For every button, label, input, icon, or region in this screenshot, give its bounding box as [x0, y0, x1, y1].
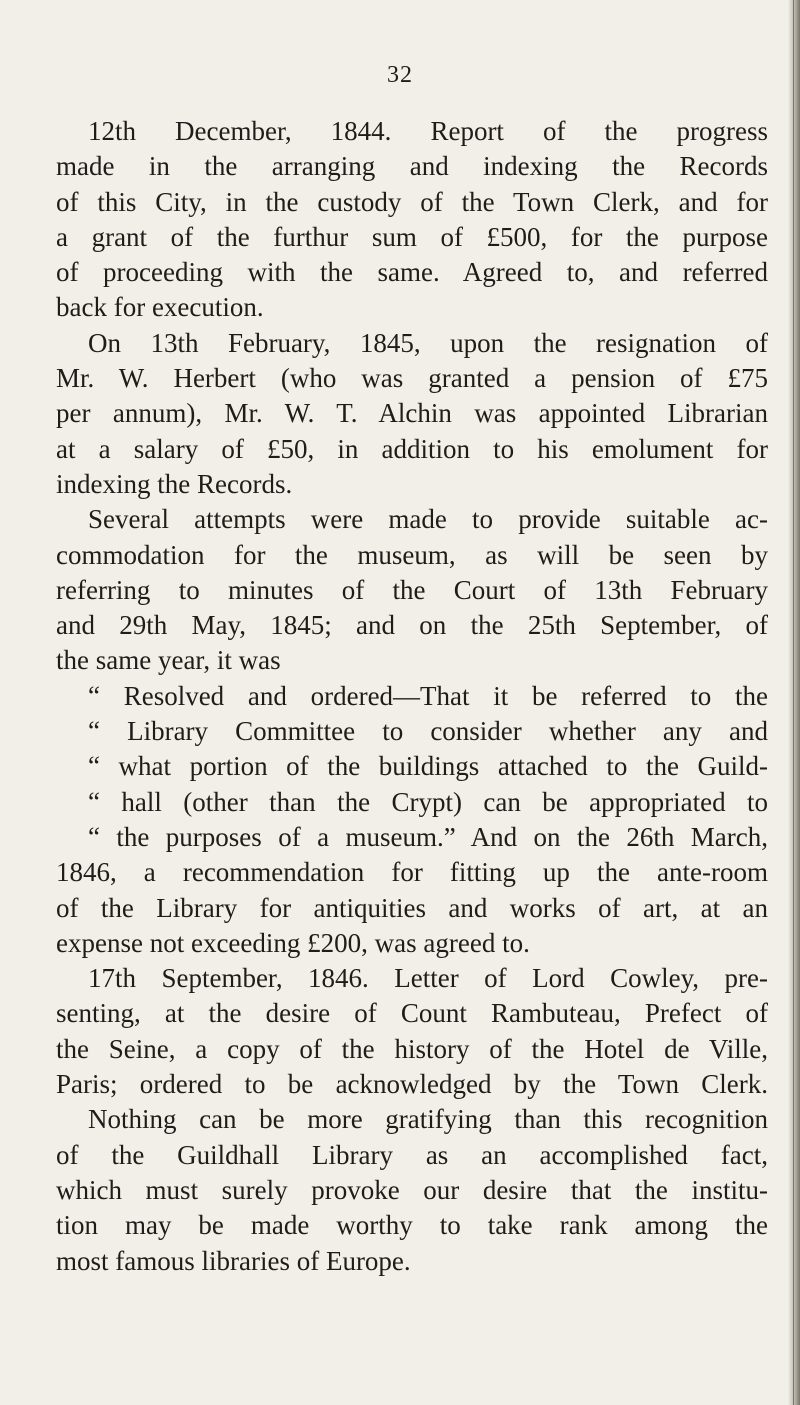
text-line: “ the purposes of a museum.” And on the 26th March, [88, 821, 768, 852]
text-line: of the Library for antiquities and works of art, at an [56, 892, 768, 923]
text-line: Nothing can be more gratifying than this recognition [88, 1104, 768, 1135]
text-line: 1846, a recommendation for fitting up the ante-room [56, 857, 768, 888]
text-line: On 13th February, 1845, upon the resignation of [88, 327, 768, 358]
text-line: “ hall (other than the Crypt) can be appropriated to [88, 786, 768, 817]
text-line: of proceeding with the same. Agreed to, and referred [56, 257, 768, 288]
text-line: tion may be made worthy to take rank among the [56, 1210, 768, 1241]
text-line: Mr. W. Herbert (who was granted a pension of £75 [56, 363, 768, 394]
text-line: 17th September, 1846. Letter of Lord Cowley, pre- [88, 963, 768, 994]
text-line: “ Resolved and ordered—That it be referred to the [88, 680, 768, 711]
text-line: the Seine, a copy of the history of the Hotel de Ville, [56, 1033, 768, 1064]
text-line: “ what portion of the buildings attached to the Guild- [88, 751, 768, 782]
text-line: 12th December, 1844. Report of the progress [88, 116, 768, 146]
text-line: of the Guildhall Library as an accomplished fact, [56, 1139, 768, 1170]
text-line: of this City, in the custody of the Town Clerk, and for [56, 186, 768, 217]
text-line: Several attempts were made to provide suitable ac- [88, 504, 768, 535]
text-line: senting, at the desire of Count Rambuteau, Prefect of [56, 998, 768, 1029]
text-line: commodation for the museum, as will be seen by [56, 539, 768, 570]
text-line: which must surely provoke our desire that the institu- [56, 1174, 768, 1205]
text-line: indexing the Records. [56, 468, 293, 499]
text-line: referring to minutes of the Court of 13th February [56, 574, 768, 605]
body-text [56, 114, 768, 1279]
text-line: and 29th May, 1845; and on the 25th September, of [56, 610, 768, 641]
text-line: “ Library Committee to consider whether any and [88, 716, 768, 747]
page-edge-line [793, 0, 794, 1405]
page-edge-shadow [788, 0, 800, 1405]
text-line: at a salary of £50, in addition to his emolument for [56, 433, 768, 464]
text-line: per annum), Mr. W. T. Alchin was appointed Librarian [56, 398, 768, 429]
page-number: 32 [387, 62, 413, 88]
text-line: expense not exceeding £200, was agreed to. [56, 927, 530, 958]
text-line: made in the arranging and indexing the Records [56, 151, 768, 182]
text-line: the same year, it was [56, 645, 281, 676]
text-line: most famous libraries of Europe. [56, 1245, 411, 1276]
text-line: a grant of the furthur sum of £500, for the purpose [56, 221, 768, 252]
text-line: Paris; ordered to be acknowledged by the Town Clerk. [56, 1069, 768, 1100]
text-line: back for execution. [56, 292, 264, 323]
